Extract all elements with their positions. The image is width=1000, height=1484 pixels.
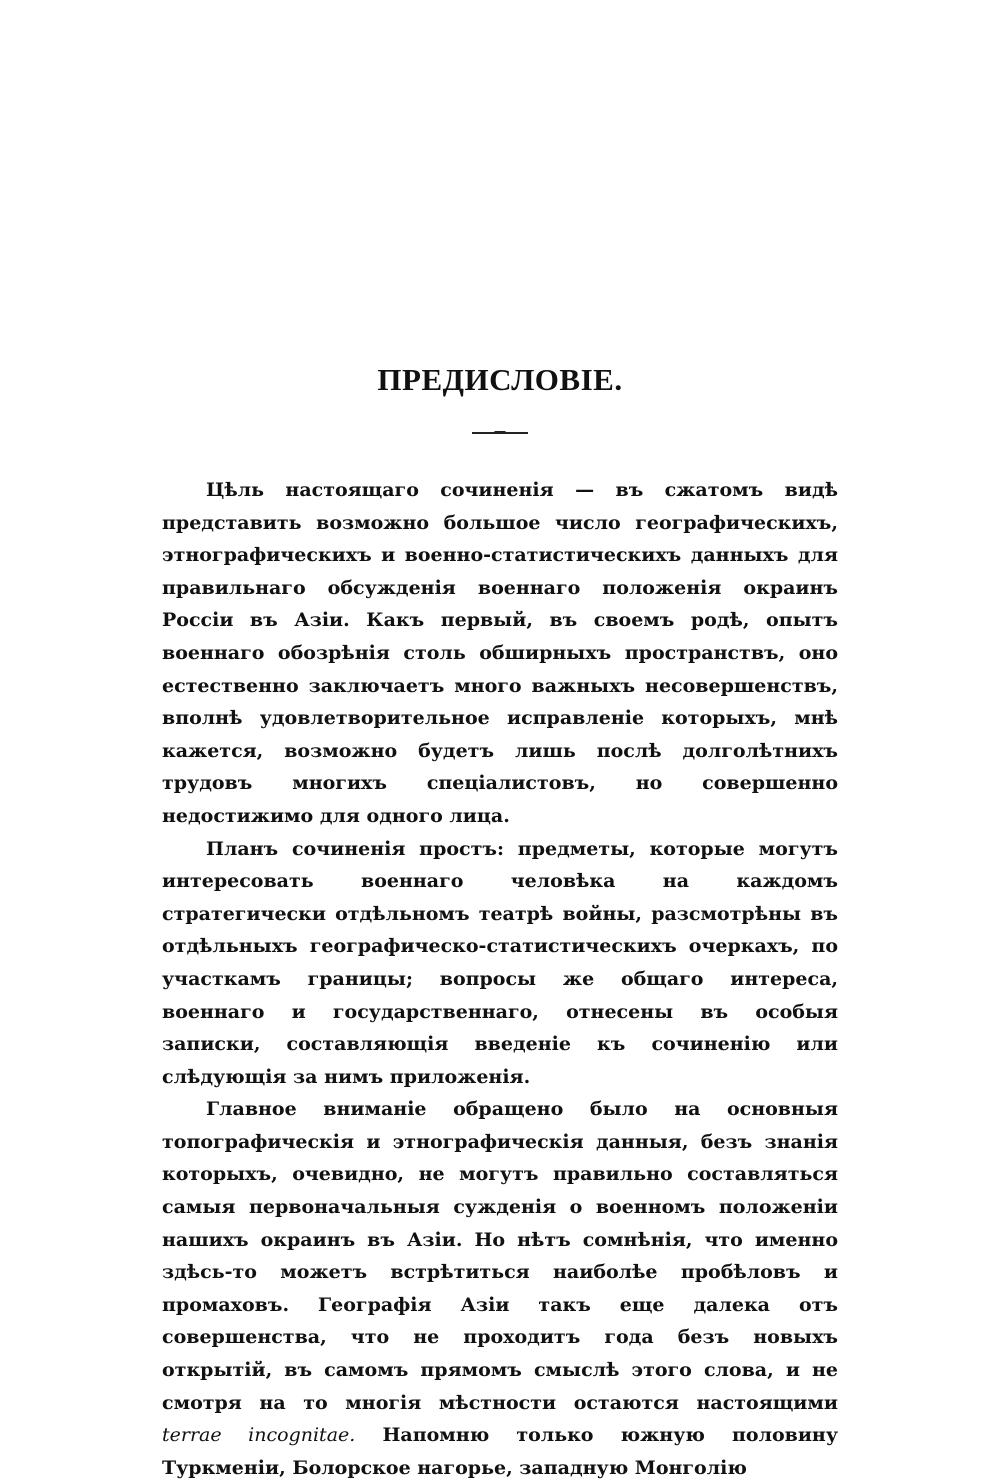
paragraph-1: Цѣль настоящаго сочиненія — въ сжатомъ видѣ представить возможно большое число географическихъ, этнографическихъ и военно-статистическихъ данныхъ для правильнаго обсужденія военнаго положенія окраинъ Россіи въ Азіи. Какъ первый, въ своемъ родѣ, опытъ военнаго обозрѣнія столь обширныхъ пространствъ, оно естественно заключаетъ много важныхъ несовершенствъ, вполнѣ удовлетворительное исправленіе которыхъ, мнѣ кажется, возможно будетъ лишь послѣ долголѣтнихъ трудовъ многихъ спеціалистовъ, но совершенно недостижимо для одного лица. — [162, 479, 838, 827]
paragraph-3-part-1: Главное вниманіе обращено было на основныя топографическія и этнографическія данныя, безъ знанія которыхъ, очевидно, не могутъ правильно составляться самыя первоначальныя сужденія о военномъ положеніи нашихъ окраинъ въ Азіи. Но нѣтъ сомнѣнія, что именно здѣсь-то можетъ встрѣтиться наиболѣе пробѣловъ и промаховъ. Географія Азіи такъ еще далека отъ совершенства, что не проходитъ года безъ новыхъ открытій, въ самомъ прямомъ смыслѣ этого слова, и не смотря на то многія мѣстности остаются настоящими — [162, 1098, 838, 1414]
paragraph-3-part-2: Напомню только южную половину Туркменіи, Болорское нагорье, западную Монголію — [162, 1424, 838, 1479]
paragraph-3 — [162, 1093, 838, 1484]
latin-phrase: terrae incognitae. — [162, 1424, 356, 1447]
body-text — [162, 474, 838, 1484]
page-title: ПРЕДИСЛОВІЕ. — [377, 362, 623, 397]
title-divider — [472, 432, 528, 434]
paragraph-2: Планъ сочиненія простъ: предметы, которые могутъ интересовать военнаго человѣка на каждомъ стратегически отдѣльномъ театрѣ войны, разсмотрѣны въ отдѣльныхъ географическо-статистическихъ очеркахъ, по участкамъ границы; вопросы же общаго интереса, военнаго и государственнаго, отнесены въ особыя записки, составляющія введеніе къ сочиненію или слѣдующія за нимъ приложенія. — [162, 837, 838, 1088]
